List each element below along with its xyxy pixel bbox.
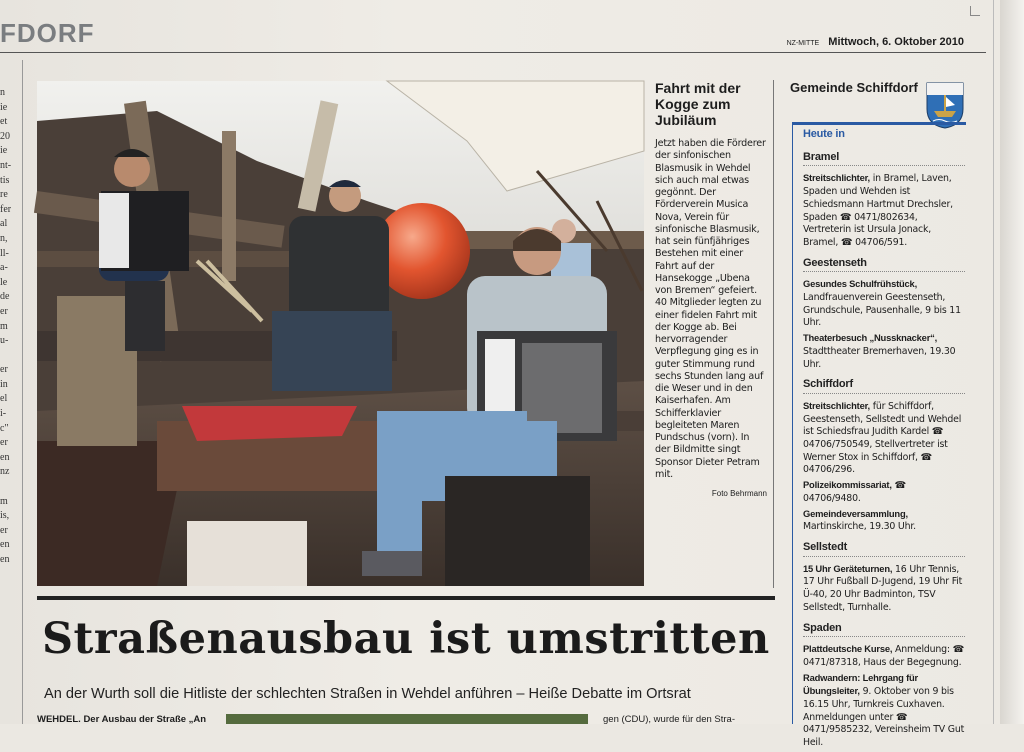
event-entry	[803, 508, 965, 534]
fragment-line: 20	[0, 130, 10, 142]
infobox-bar	[792, 122, 966, 125]
event-details: Landfrauenverein Geestenseth, Grundschule, Pausenhalle, 9 bis 11 Uhr.	[803, 292, 961, 329]
fragment-line: i-	[0, 408, 7, 420]
fragment-line: nz	[0, 466, 10, 478]
event-entry	[803, 172, 965, 249]
caption-body: Jetzt haben die Förderer der sinfonischen Blasmusik in Wehdel sich auch mal etwas gegönnt. Der Förderverein Musica Nova, Verein für sinfonische Blasmusik, hat sein fünfjähriges Bestehen mit einer Fahrt auf der Hansekogge „Ubena von Bremen“ gefeiert. 40 Mitglieder legten zu einer fidelen Fahrt mit der Kogge ab. Bei hervorragender Verpflegung ging es in guter Stimmung rund sechs Stunden lang auf die Weser und in den Kaiserhafen. Am Schifferklavier begleiteten Maren Pundschus (vorn). In der Bildmitte singt Sponsor Dieter Petram mit.	[655, 138, 766, 480]
event-entry	[803, 400, 965, 477]
article-body-right: gen (CDU), wurde für den Stra-	[603, 714, 735, 725]
event-details: für Schiffdorf, Geestenseth, Sellstedt und Wehdel ist Schiedsfrau Judith Kardel ☎ 04706/750549, Stellvertreter ist Werner Stox in Schiffdorf, ☎ 04706/296.	[803, 400, 962, 476]
fragment-line: le	[0, 276, 8, 288]
fragment-line: ll-	[0, 247, 9, 259]
photo	[37, 81, 644, 586]
photo-credit: Foto Behrmann	[711, 489, 767, 498]
fragment-line: er	[0, 364, 8, 376]
fragment-line: ie	[0, 145, 8, 157]
fragment-line: n	[0, 87, 5, 98]
masthead: FDORF	[0, 18, 95, 48]
event-title: Theaterbesuch „Nussknacker“,	[803, 332, 938, 344]
event-entry	[803, 278, 965, 330]
photo-illustration	[37, 81, 644, 586]
fragment-line: ie	[0, 101, 8, 113]
column-divider	[22, 60, 23, 724]
infobox-title: Gemeinde Schiffdorf	[790, 80, 918, 95]
headline-rule	[37, 596, 775, 600]
event-details: 9. Oktober von 9 bis 16.15 Uhr, Turnkreis Cuxhaven. Anmeldungen unter ☎ 0471/9585232, Vereinsheim TV Gut Heil.	[803, 686, 965, 749]
fragment-line	[0, 480, 18, 495]
fragment-line	[0, 349, 18, 364]
fragment-line: el	[0, 393, 8, 405]
event-entry	[803, 643, 965, 669]
infobox-heading: Heute in	[803, 128, 845, 140]
fragment-line: u-	[0, 335, 9, 347]
event-details: Anmeldung: ☎ 0471/87318, Haus der Begegnung.	[803, 644, 965, 668]
fragment-line: nt-	[0, 159, 12, 171]
page-header-info	[787, 36, 964, 48]
infobox-content	[803, 128, 965, 752]
page-edge-line	[993, 0, 994, 724]
fragment-line: en	[0, 539, 10, 551]
left-column-fragments	[0, 86, 18, 686]
event-details: ☎ 04706/9480.	[803, 480, 907, 504]
fragment-line: is,	[0, 510, 10, 522]
event-details: in Bramel, Laven, Spaden und Wehden ist Schiedsmann Hartmut Drechsler, Spaden ☎ 0471/802634, Vertreterin ist Ursula Jonack, Bramel, ☎ 04706/591.	[803, 173, 953, 248]
caption-divider	[773, 80, 774, 588]
fragment-line: in	[0, 378, 8, 390]
page-edge	[1000, 0, 1024, 724]
fragment-line: er	[0, 437, 8, 449]
fragment-line: al	[0, 218, 8, 230]
section-label: NZ-MITTE	[786, 40, 820, 47]
event-details: Martinskirche, 19.30 Uhr.	[803, 521, 916, 533]
issue-date: Mittwoch, 6. Oktober 2010	[828, 36, 964, 48]
caption-title: Fahrt mit der Kogge zum Jubiläum	[655, 80, 741, 128]
event-entry	[803, 479, 965, 505]
crop-mark	[970, 6, 980, 16]
event-entry	[803, 332, 965, 371]
fragment-line: er	[0, 305, 8, 317]
article-image-strip	[226, 714, 588, 724]
fragment-line: en	[0, 554, 10, 565]
fragment-line: n,	[0, 232, 8, 244]
fragment-line: er	[0, 524, 8, 536]
photo-caption	[655, 80, 767, 498]
fragment-line: a-	[0, 262, 8, 274]
event-details: Stadttheater Bremerhaven, 19.30 Uhr.	[803, 345, 956, 370]
fragment-line: c"	[0, 422, 9, 434]
event-title: Gesundes Schulfrühstück,	[803, 278, 917, 290]
location-heading: Schiffdorf	[803, 378, 965, 394]
article-body-start: WEHDEL. Der Ausbau der Straße „An	[37, 714, 207, 725]
event-title: Radwandern: Lehrgang für Übungsleiter,	[803, 671, 918, 697]
event-title: Streitschlichter,	[803, 172, 870, 184]
location-heading: Spaden	[803, 622, 965, 638]
fragment-line: en	[0, 451, 10, 463]
fragment-line: de	[0, 291, 10, 303]
location-heading: Bramel	[803, 151, 965, 167]
event-details: 16 Uhr Tennis, 17 Uhr Fußball D-Jugend, 19 Uhr Fit Ü-40, 20 Uhr Badminton, TSV Sellstedt, Turnhalle.	[803, 563, 963, 613]
article-subhead: An der Wurth soll die Hitliste der schlechten Straßen in Wehdel anführen – Heiße Debatte im Ortsrat	[44, 686, 691, 702]
fragment-line: m	[0, 495, 8, 507]
header-rule	[0, 52, 986, 53]
fragment-line: et	[0, 116, 8, 128]
event-entry	[803, 563, 965, 615]
event-title: Polizeikommissariat,	[803, 479, 892, 491]
location-heading: Sellstedt	[803, 541, 965, 557]
fragment-line: m	[0, 320, 8, 332]
event-title: 15 Uhr Geräteturnen,	[803, 562, 893, 574]
article-headline: Straßenausbau ist umstritten	[42, 614, 770, 664]
event-entry	[803, 672, 965, 750]
event-title: Plattdeutsche Kurse,	[803, 643, 893, 655]
fragment-line: tis	[0, 174, 10, 186]
fragment-line: re	[0, 189, 8, 201]
location-heading: Geestenseth	[803, 257, 965, 273]
event-title: Gemeindeversammlung,	[803, 507, 908, 519]
fragment-line: fer	[0, 203, 12, 215]
event-title: Streitschlichter,	[803, 399, 870, 411]
